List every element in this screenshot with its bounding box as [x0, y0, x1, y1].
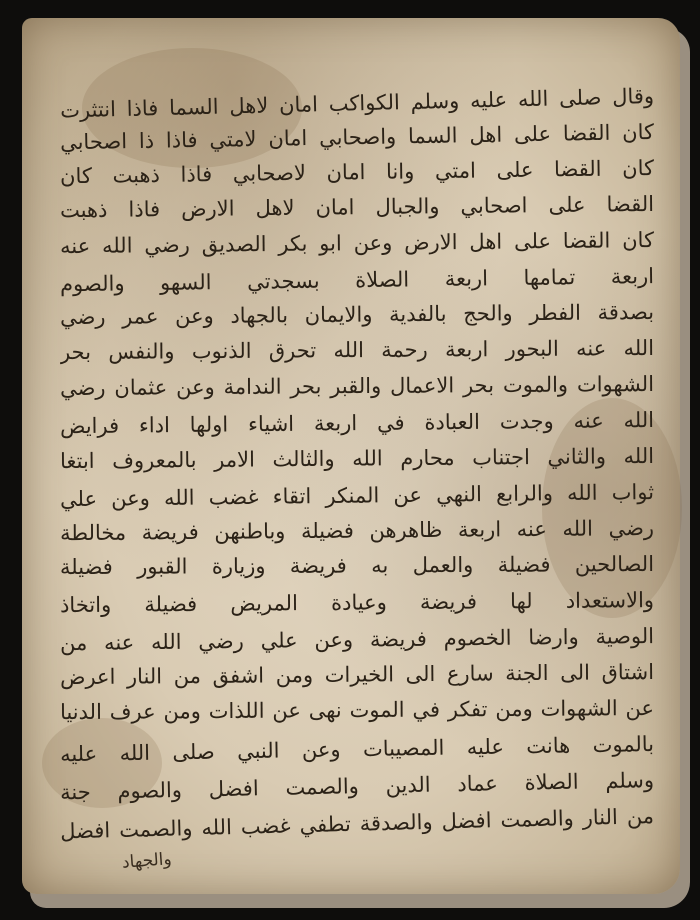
text-line-18: عن الشهوات ومن تفكر في الموت نهى عن اللذات ومن عرف الدنيا	[59, 696, 655, 725]
text-line-8: الله عنه البحور اربعة رحمة الله تحرق الذنوب والنفس بحر	[59, 336, 655, 365]
text-line-5: كان القضا على اهل الارض وعن ابو بكر الصديق رضي الله عنه	[59, 228, 655, 259]
text-line-7: بصدقة الفطر والحج بالفدية والايمان بالجهاد وعن عمر رضي	[59, 300, 655, 330]
text-line-15: والاستعداد لها فريضة وعيادة المريض فضيلة واتخاذ	[59, 588, 655, 618]
text-line-2: كان القضا على اهل السما واصحابي امان لامتي فاذا ذا اصحابي	[59, 120, 655, 155]
text-line-13: رضي الله عنه اربعة ظاهرهن فضيلة وباطنهن فريضة مخالطة	[59, 516, 655, 546]
text-line-10: الله عنه وجدت العبادة في اربعة اشياء اولها اداء فرايض	[59, 408, 655, 439]
manuscript-page	[22, 18, 680, 894]
margin-note: والجهاد	[121, 849, 173, 873]
text-line-9: الشهوات والموت بحر الاعمال والقبر بحر الندامة وعن عثمان رضي	[59, 372, 655, 401]
text-line-14: الصالحين فضيلة والعمل به فريضة وزيارة القبور فضيلة	[59, 552, 655, 580]
text-line-12: ثواب الله والرابع النهي عن المنكر اتقاء غضب الله وعن علي	[59, 480, 655, 512]
text-line-16: الوصية وارضا الخصوم فريضة وعن علي رضي الله عنه من	[59, 624, 655, 656]
text-line-3: كان القضا على امتي وانا امان لاصحابي فاذا ذهبت كان	[59, 156, 655, 189]
text-line-11: الله والثاني اجتناب محارم الله والثالث الامر بالمعروف ابتغا	[59, 444, 655, 474]
text-line-19: بالموت هانت عليه المصيبات وعن النبي صلى الله عليه	[59, 732, 655, 767]
text-line-4: القضا على اصحابي والجبال امان لاهل الارض فاذا ذهبت	[59, 192, 655, 223]
text-line-20: وسلم الصلاة عماد الدين والصمت افضل والصوم جنة	[59, 768, 655, 805]
text-line-6: اربعة تمامها اربعة الصلاة بسجدتي السهو والصوم	[59, 264, 655, 297]
text-line-17: اشتاق الى الجنة سارع الى الخيرات ومن اشفق من النار اعرض	[59, 660, 655, 690]
text-line-1: وقال صلى الله عليه وسلم الكواكب امان لاهل السما فاذا انتثرت	[59, 84, 655, 123]
manuscript-text	[60, 78, 654, 868]
text-line-21: من النار والصمت افضل والصدقة تطفي غضب الله والصمت افضل	[59, 804, 655, 844]
